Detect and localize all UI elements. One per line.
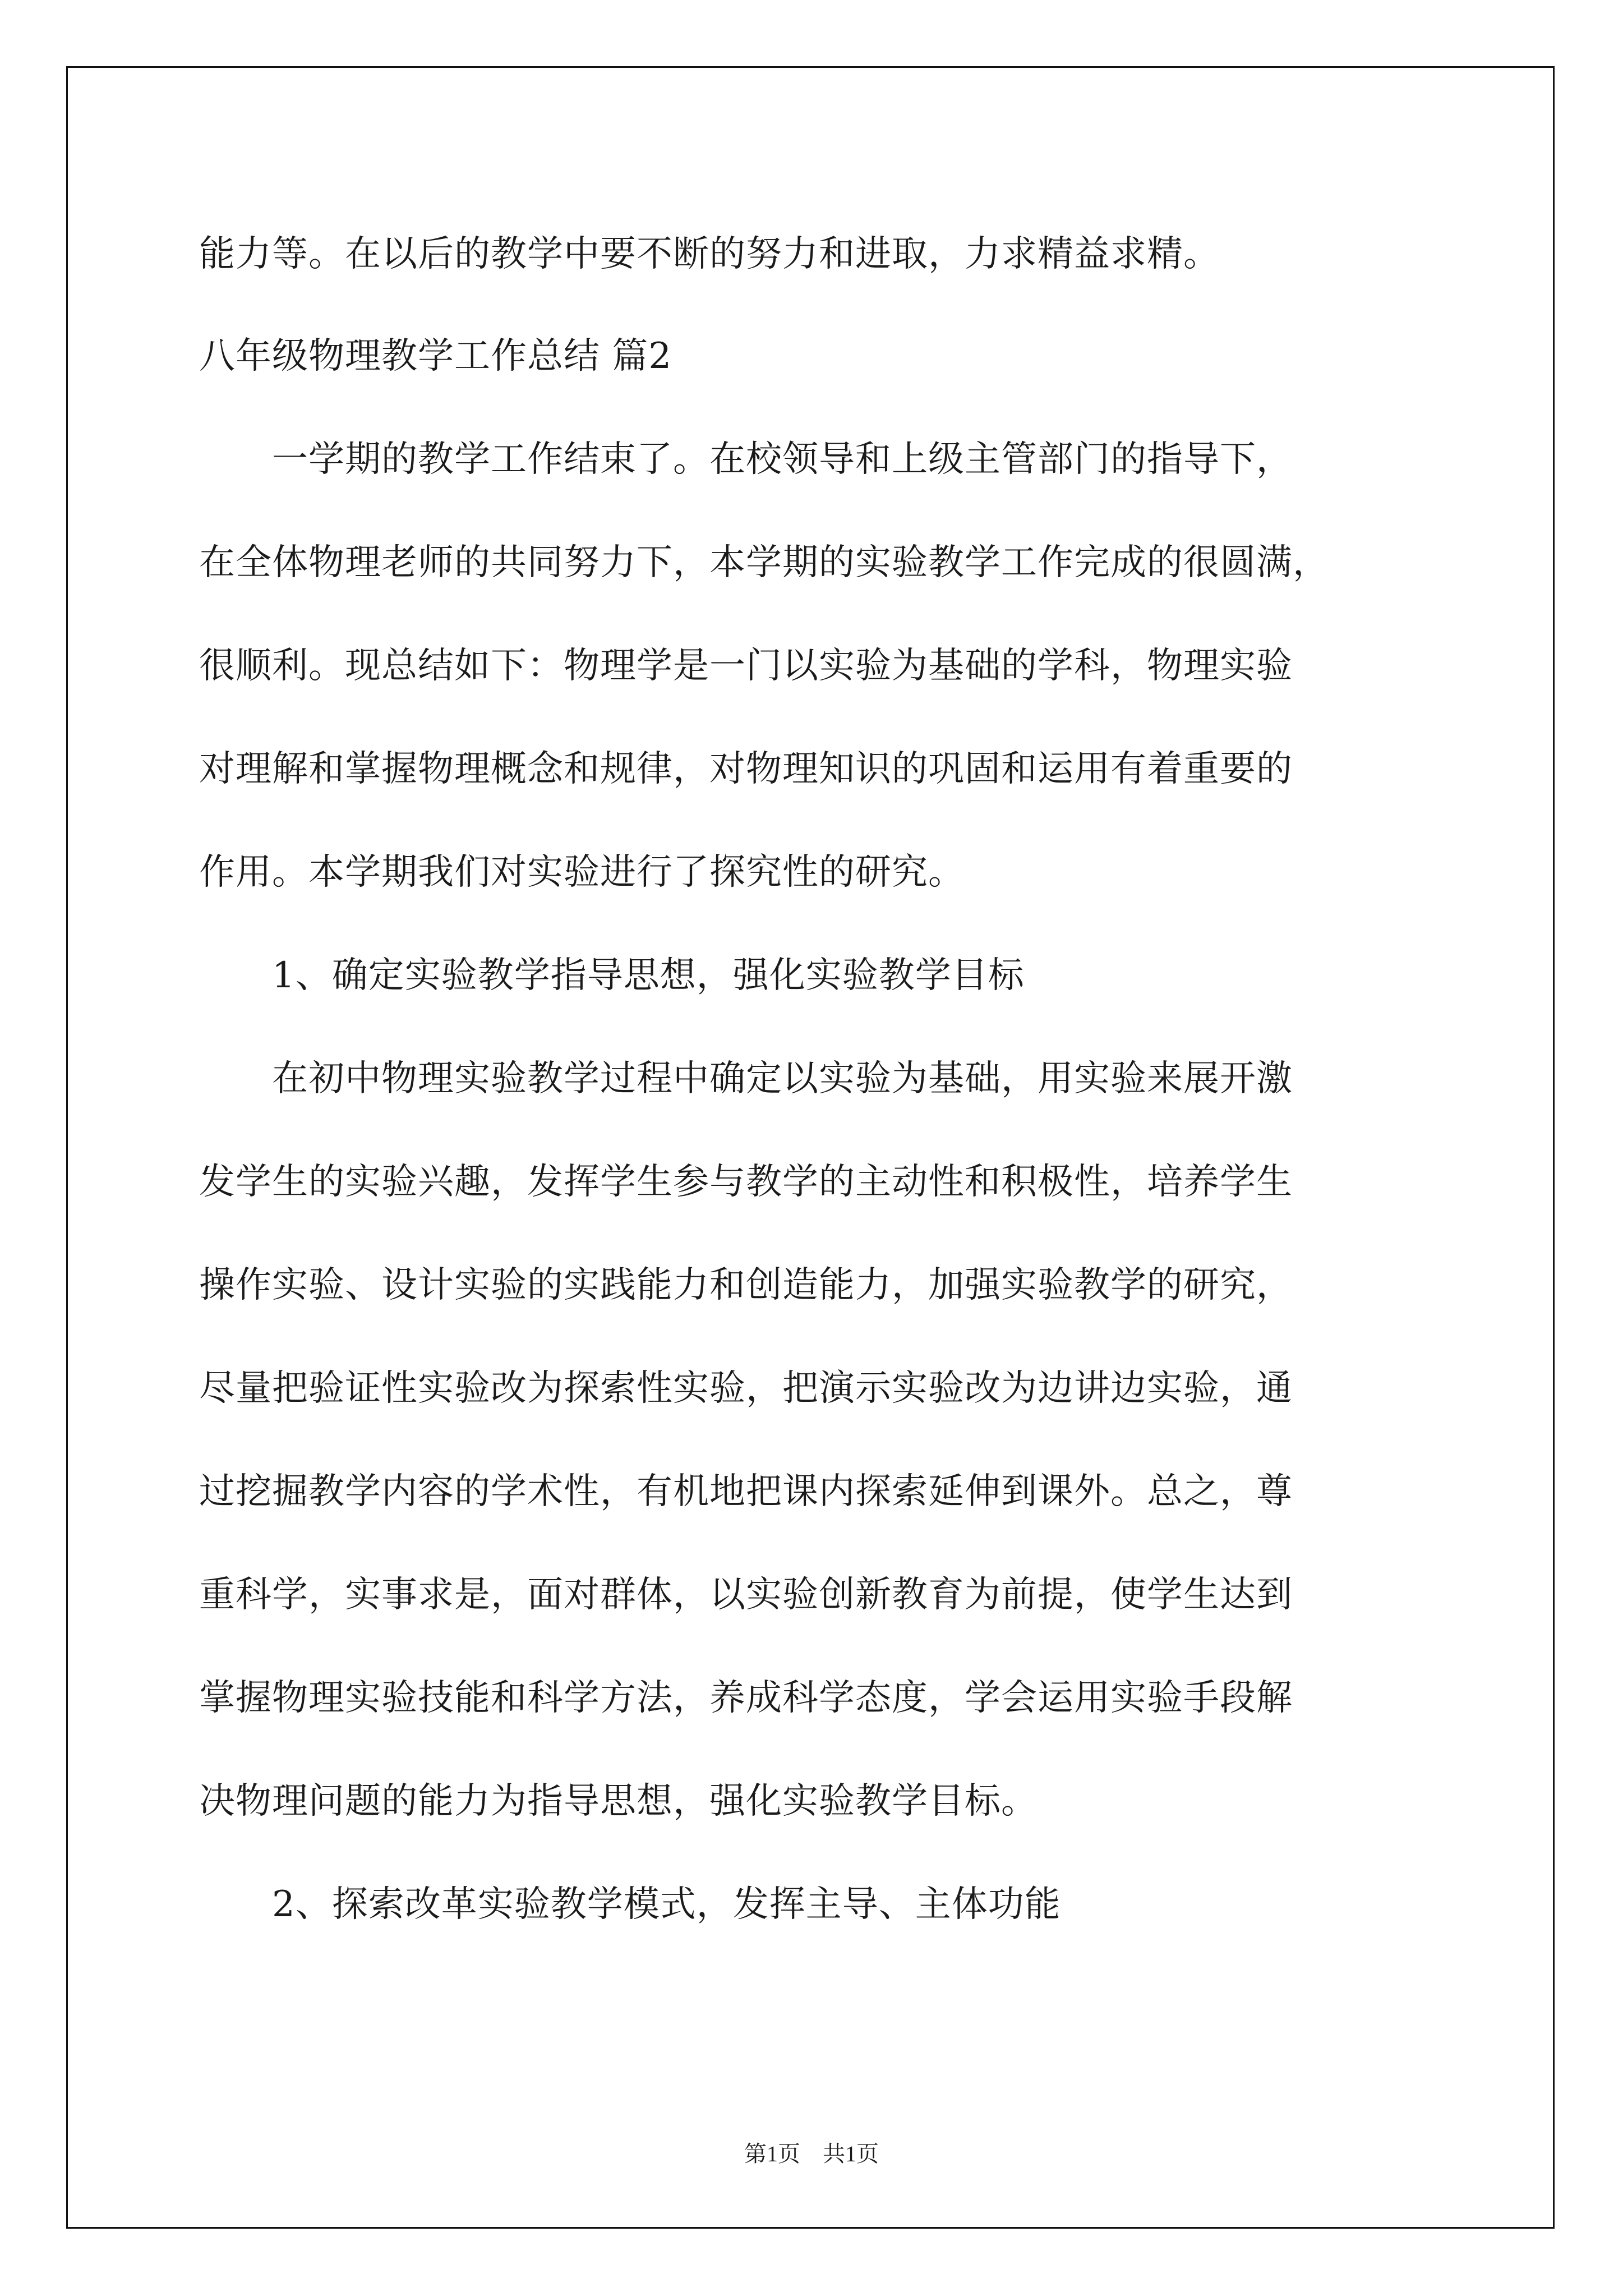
text-line: 在全体物理老师的共同努力下，本学期的实验教学工作完成的很圆满，: [199, 542, 1329, 583]
page-total: 共1页: [823, 2141, 879, 2166]
subheading: 1、确定实验教学指导思想，强化实验教学目标: [272, 955, 1025, 996]
text-line: 重科学，实事求是，面对群体，以实验创新教育为前提，使学生达到: [199, 1574, 1293, 1616]
text-line: 过挖掘教学内容的学术性，有机地把课内探索延伸到课外。总之，尊: [199, 1471, 1293, 1512]
text-line: 作用。本学期我们对实验进行了探究性的研究。: [199, 852, 965, 893]
text-line: 很顺利。现总结如下：物理学是一门以实验为基础的学科，物理实验: [199, 645, 1293, 687]
text-line: 操作实验、设计实验的实践能力和创造能力，加强实验教学的研究，: [199, 1264, 1293, 1306]
text-line: 掌握物理实验技能和科学方法，养成科学态度，学会运用实验手段解: [199, 1677, 1293, 1719]
text-line: 决物理问题的能力为指导思想，强化实验教学目标。: [199, 1780, 1038, 1822]
text-line: 一学期的教学工作结束了。在校领导和上级主管部门的指导下，: [272, 439, 1293, 480]
page-footer: [0, 2140, 1623, 2168]
text-line: 对理解和掌握物理概念和规律，对物理知识的巩固和运用有着重要的: [199, 748, 1293, 790]
text-line: 发学生的实验兴趣，发挥学生参与教学的主动性和积极性，培养学生: [199, 1161, 1293, 1203]
section-heading: 八年级物理教学工作总结 篇2: [199, 335, 672, 377]
text-line: 尽量把验证性实验改为探索性实验，把演示实验改为边讲边实验，通: [199, 1368, 1293, 1409]
text-line: 能力等。在以后的教学中要不断的努力和进取，力求精益求精。: [199, 233, 1220, 275]
subheading: 2、探索改革实验教学模式，发挥主导、主体功能: [272, 1884, 1061, 1925]
text-line: 在初中物理实验教学过程中确定以实验为基础，用实验来展开激: [272, 1058, 1293, 1099]
page-number: 第1页: [744, 2141, 800, 2166]
